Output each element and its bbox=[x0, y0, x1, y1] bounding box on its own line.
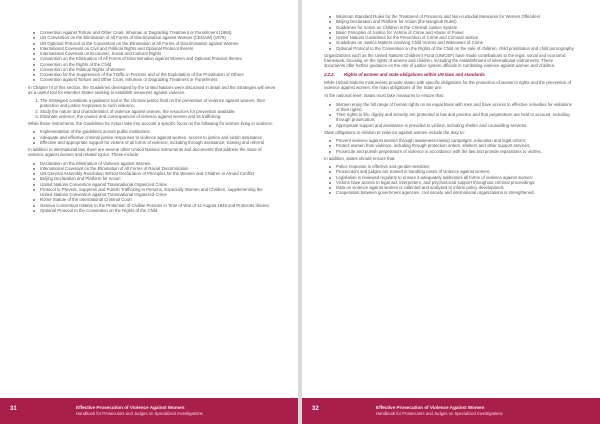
list-item: Convention on the Political Rights of Women bbox=[40, 67, 276, 72]
left-bottom-list bbox=[28, 161, 276, 214]
right-mid-list-2 bbox=[324, 138, 574, 154]
list-item: Police response is effective and gender-sensitive; bbox=[336, 164, 574, 169]
list-item: Their rights to life, dignity and security are protected in law and practice and that perpetrators are held to account, including through prosecution; bbox=[336, 112, 574, 123]
right-page bbox=[302, 0, 600, 424]
left-footer bbox=[0, 398, 298, 424]
list-item: Women enjoy the full range of human rights on an equal basis with men and have access to effective remedies for violations of their rights; bbox=[336, 102, 574, 113]
list-item: 1. The Strategies constitute a guidance tool in the criminal justice field on the prevention of violence against women, their protection and justice responses to such violence; bbox=[40, 98, 276, 109]
list-item: 2. Study the nature and characteristics of violence against women, the resources for prevention available; bbox=[40, 109, 276, 114]
list-item: 3. Eliminate violence, the causes and consequences of violence against women and its trafficking. bbox=[40, 114, 276, 119]
left-page-content bbox=[28, 30, 276, 388]
list-item: Implementation of the guidelines across public institutions bbox=[40, 129, 276, 134]
list-item: International Covenant on Economic, Social and Cultural Rights bbox=[40, 51, 276, 56]
page-number: 31 bbox=[10, 406, 17, 412]
section-title: Rights of women and state obligations within UN laws and standards bbox=[343, 71, 485, 77]
list-item: Convention on the Elimination of All Forms of Discrimination against Women and Optional Protocol thereto bbox=[40, 56, 276, 61]
right-footer bbox=[302, 398, 600, 424]
list-item: Declaration on the Elimination of Violence against Women bbox=[40, 161, 276, 166]
section-heading bbox=[324, 72, 574, 77]
footer-subtitle: Handbook for Prosecutors and Judges on Specialized Investigations bbox=[76, 411, 203, 416]
list-item: Cooperation between government agencies, civil society and international organizations is strengthened. bbox=[336, 190, 574, 195]
list-item: Convention on the Rights of the Child bbox=[40, 62, 276, 67]
list-item: Data on violence against women is collected and analysed to inform policy development; bbox=[336, 185, 574, 190]
list-item: Prevent violence against women through awareness-raising campaigns, education and legal reform; bbox=[336, 138, 574, 143]
right-paragraph-2: While United Nations instruments provide states with specific obligations for the protection of women's rights and the prevention of violence against women, the main obligations of the State are: bbox=[324, 79, 572, 90]
list-item: Beijing Declaration and Platform for Action bbox=[40, 176, 276, 181]
list-item: UN Convention on the Elimination of All Forms of Discrimination against Women (CEDAW) (1979) bbox=[40, 35, 276, 40]
page-number: 32 bbox=[312, 406, 319, 412]
right-bottom-list bbox=[324, 164, 574, 196]
list-item: Victims have access to legal aid, interpreters, and psychosocial support throughout criminal proceedings; bbox=[336, 180, 574, 185]
footer-subtitle: Handbook for Prosecutors and Judges on Specialized Investigations bbox=[376, 411, 503, 416]
left-mid-list bbox=[28, 129, 276, 145]
list-item: Prosecute and punish perpetrators of violence in accordance with the law and provide reparations to victims. bbox=[336, 149, 574, 154]
right-page-content bbox=[324, 14, 574, 388]
list-item: Optional Protocol to the Convention on the Rights of the Child bbox=[40, 208, 276, 213]
left-paragraph-2: While these instruments, the Guidelines for Action take into account a specific focus on the following for women living in violence: bbox=[28, 121, 274, 126]
footer-title: Effective Prosecution of Violence Against Women bbox=[376, 405, 485, 410]
right-top-list bbox=[324, 14, 574, 51]
list-item: Convention for the Suppression of the Traffic in Persons and of the Exploitation of the Prostitution of Others bbox=[40, 72, 276, 77]
list-item: Guidelines on Justice Matters involving Child Victims and Witnesses of Crime bbox=[336, 40, 574, 45]
list-item: International Covenant on Civil and Political Rights and Optional Protocol thereto bbox=[40, 46, 276, 51]
footer-title: Effective Prosecution of Violence Against Women bbox=[76, 405, 185, 410]
left-page bbox=[0, 0, 298, 424]
left-paragraph-1: In Chapter III of this section, the Guidelines developed by the United Nations were discussed in detail and the Strategies will serve as a useful tool for Member States seeking to establish measures against violence. bbox=[28, 84, 276, 95]
left-top-list bbox=[28, 30, 276, 83]
list-item: Rome Statute of the International Criminal Court bbox=[40, 197, 276, 202]
right-paragraph-1: Organizations such as the United Nations Children's Fund (UNICEF) have made contributions to the legal, social and economic framework, focusing on the rights of women and children, including the establishment of international instruments. These documents offer further guidance on the role of justice system officials in combating violence against women and children. bbox=[324, 52, 566, 69]
list-item: Guidelines for Action on Children in the Criminal Justice System bbox=[336, 25, 574, 30]
list-item: UN General Assembly Resolution 48/104 Declaration of Principles for the Women and Children in Armed Conflict bbox=[40, 171, 276, 176]
list-item: Effective and appropriate support for victims of all forms of violence, including through assistance, training and referral bbox=[40, 140, 276, 145]
list-item: Beijing Declaration and Platform for Action (the Bangkok Rules) bbox=[336, 19, 574, 24]
list-item: Basic Principles of Justice for Victims of Crime and Abuse of Power bbox=[336, 30, 574, 35]
list-item: Convention Against Torture and Other Cruel, Inhuman or Degrading Treatment or Punishment (1984) bbox=[40, 30, 276, 35]
list-item: Legislation is reviewed regularly to ensure it adequately addresses all forms of violence against women; bbox=[336, 175, 574, 180]
list-item: Appropriate support and assistance is provided to victims, including shelter and counselling services. bbox=[336, 123, 574, 128]
right-paragraph-3: At the national level, states must take measures to ensure that: bbox=[324, 93, 444, 99]
list-item: UN Optional Protocol to the Convention on the Elimination of All Forms of Discrimination against Women bbox=[40, 41, 276, 46]
right-paragraph-5: In addition, states should ensure that: bbox=[324, 155, 396, 161]
list-item: Optional Protocol to the Convention on the Rights of the Child on the sale of children, child prostitution and child pornography bbox=[336, 45, 574, 51]
right-mid-list bbox=[324, 102, 574, 128]
list-item: Adequate and effective criminal justice responses to violence against women, access to justice and victim assistance bbox=[40, 135, 276, 140]
list-item: United Nations Convention against Transnational Organized Crime bbox=[40, 182, 276, 187]
list-item: Protocol to Prevent, Suppress and Punish Trafficking in Persons, Especially Women and Children, supplementing the United Nations Convention against Transnational Organized Crime bbox=[40, 187, 276, 198]
right-paragraph-4: State obligations in relation to violence against women include the duty to: bbox=[324, 129, 465, 135]
left-paragraph-3: In addition to international law, there are several other United Nations instruments and documents that address the issue of violence against women and related topics. These include: bbox=[28, 147, 262, 158]
list-item: Minimum Standard Rules for the Treatment of Prisoners and Non-custodial Measures for Women Offenders bbox=[336, 14, 574, 19]
list-item: Convention against Torture and Other Cruel, Inhuman or Degrading Treatment or Punishment bbox=[40, 77, 276, 82]
list-item: Geneva Convention relative to the Protection of Civilian Persons in Time of War of 12 August 1949 and Protocols thereto bbox=[40, 203, 276, 208]
list-item: United Nations Guidelines for the Prevention of Crime and Criminal Justice bbox=[336, 35, 574, 40]
list-item: International Covenant on the Elimination of All Forms of Racial Discrimination bbox=[40, 166, 276, 171]
list-item: Protect women from violence, including through protection orders, shelters and other support services; bbox=[336, 143, 574, 148]
section-number: 2.2.2. bbox=[324, 71, 335, 77]
left-ordered-list bbox=[28, 98, 276, 119]
list-item: Prosecutors and judges are trained in handling cases of violence against women; bbox=[336, 169, 574, 174]
